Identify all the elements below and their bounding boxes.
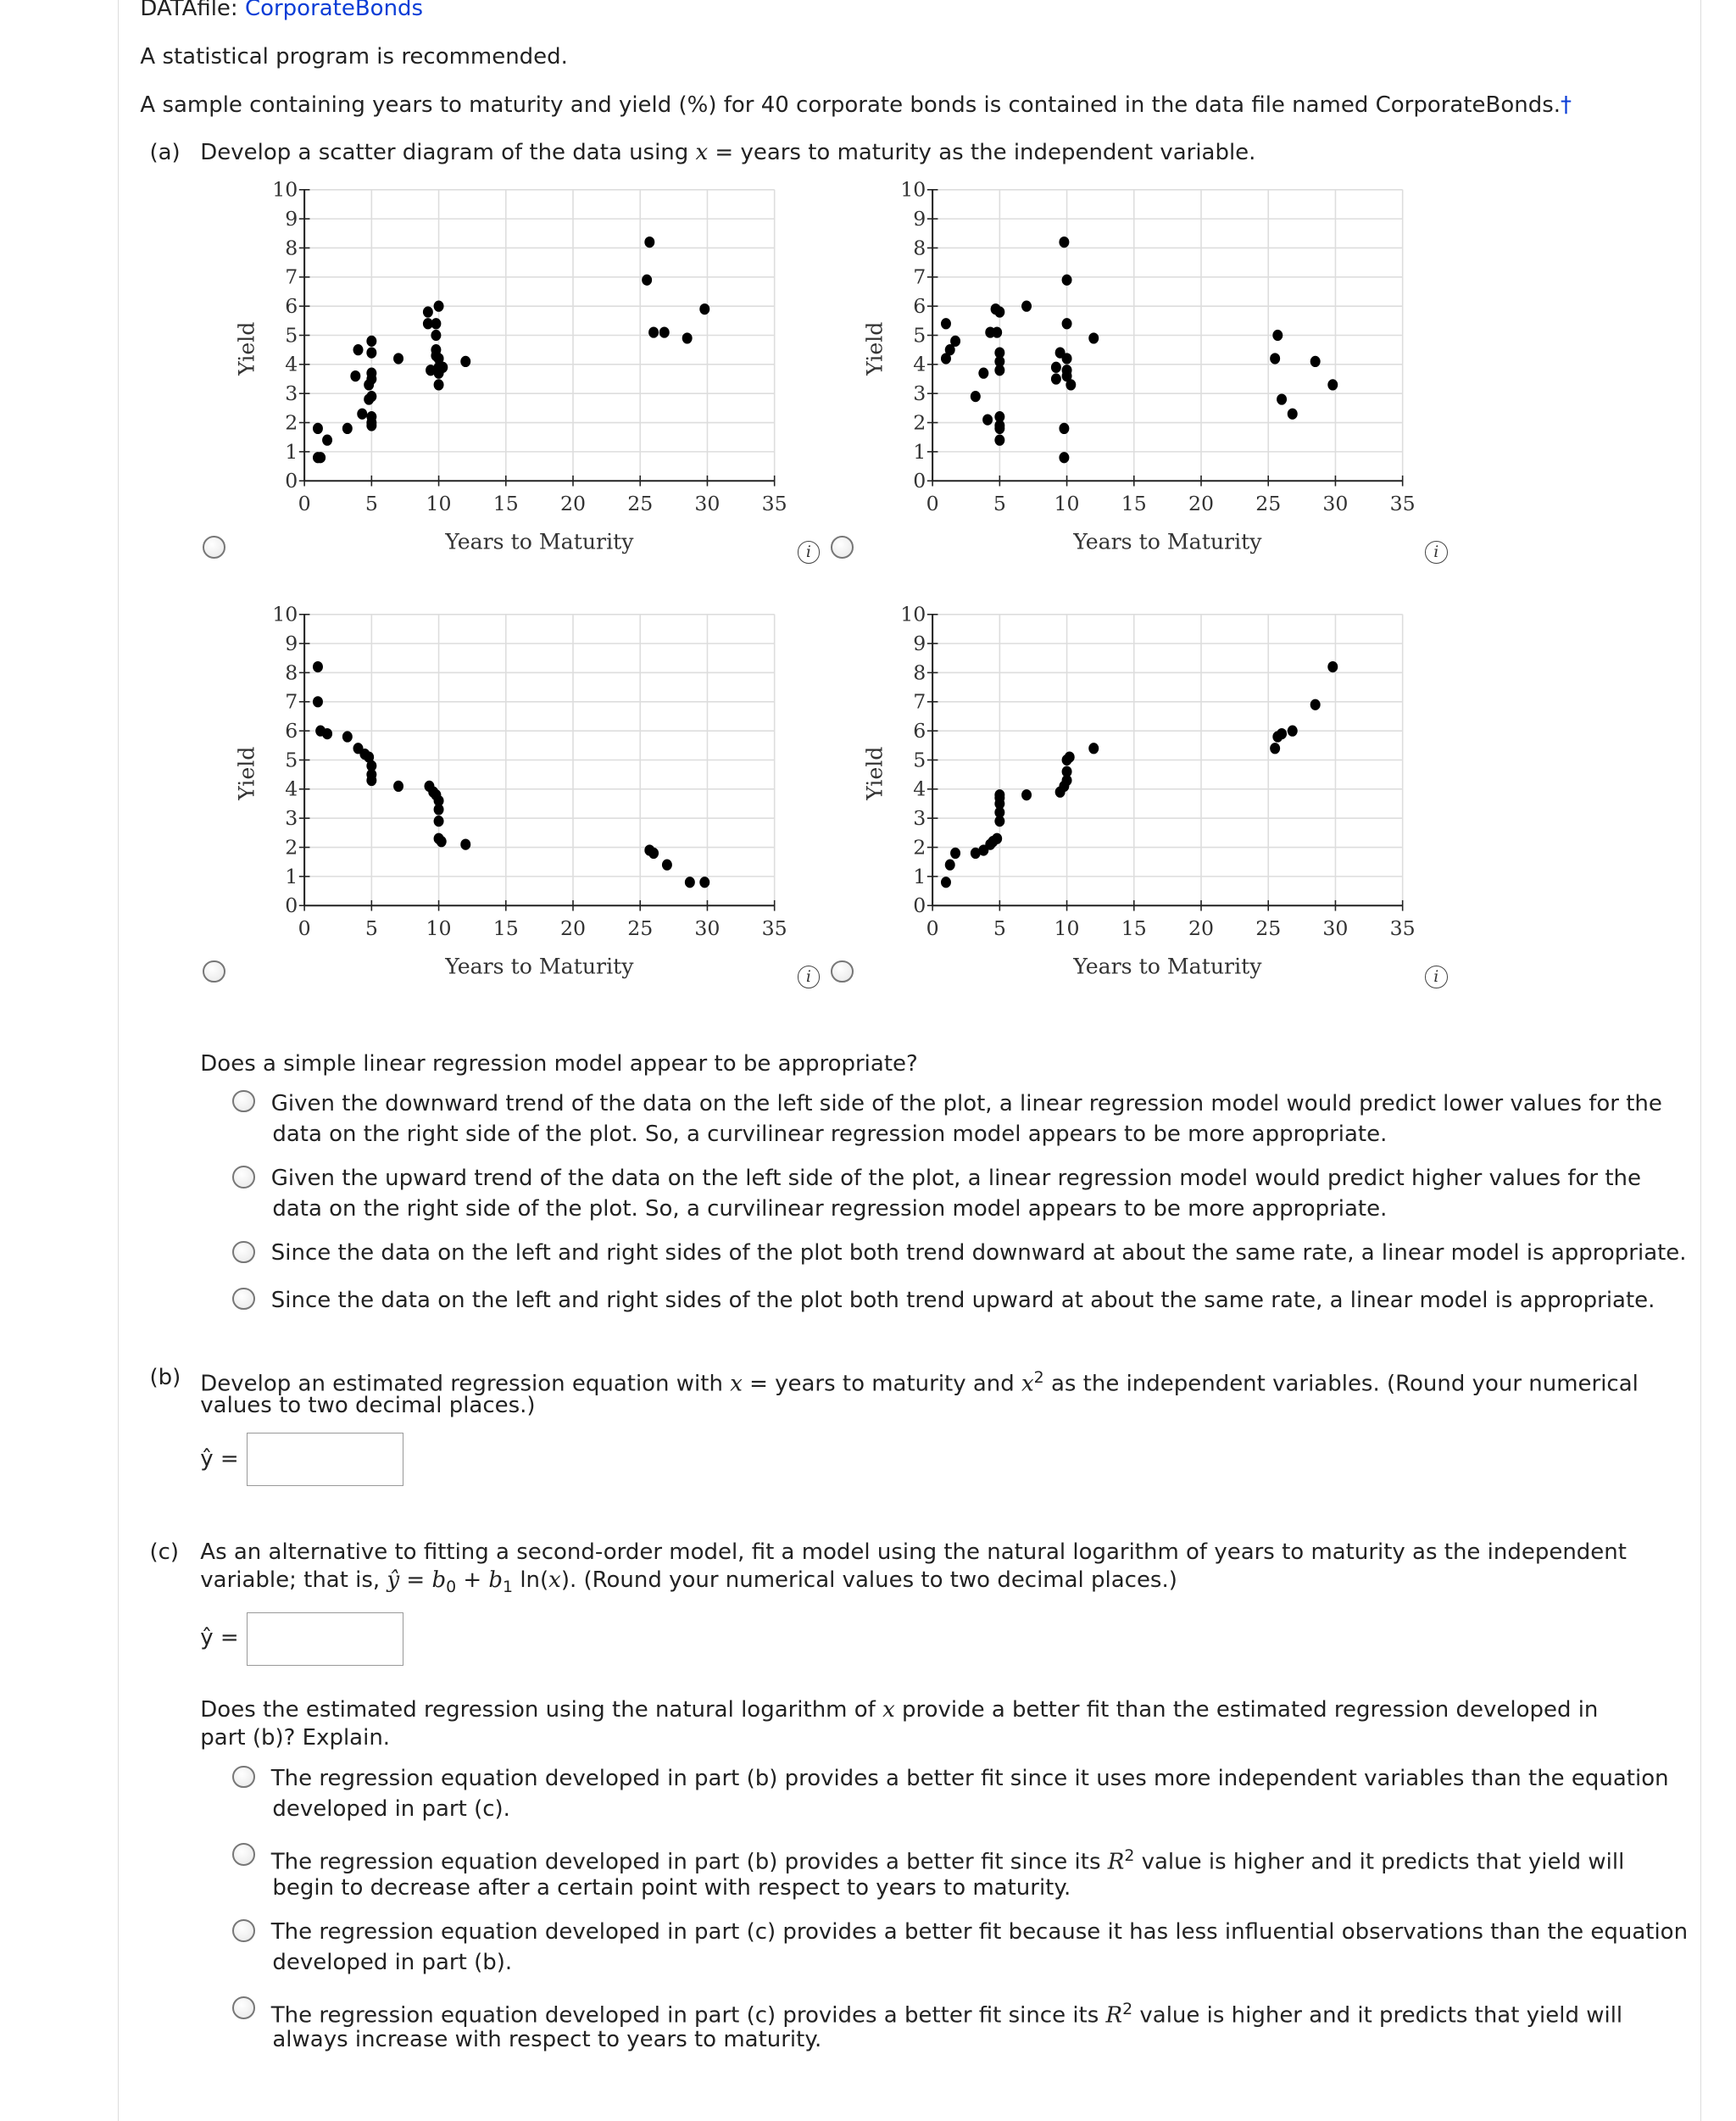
x-tick-label: 15 xyxy=(1121,916,1147,940)
sample-text xyxy=(140,90,1572,120)
x-tick-label: 15 xyxy=(492,491,519,515)
data-point xyxy=(1050,373,1060,384)
option-text: Since the data on the left and right sides of the plot both trend upward at about the same rate, a linear model is appropriate. xyxy=(270,1287,1655,1313)
y-tick-label: 6 xyxy=(912,718,926,743)
part-a-prompt xyxy=(200,137,1255,168)
text: The regression equation developed in part (c) provides a better fit because it has less influential observations than the equation xyxy=(270,1918,1689,1945)
text: value is higher and it predicts that yield will xyxy=(1132,2002,1623,2029)
subscript: 0 xyxy=(446,1578,457,1597)
data-point xyxy=(994,423,1004,434)
var-x: x xyxy=(548,1567,561,1594)
superscript: 2 xyxy=(1122,2000,1133,2019)
data-point xyxy=(431,330,441,341)
datafile-line xyxy=(140,0,423,24)
x-axis-label: Years to Maturity xyxy=(445,954,634,979)
option-text: Given the downward trend of the data on the left side of the plot, a linear regression model would predict lower values for the xyxy=(270,1090,1662,1116)
x-tick-label: 5 xyxy=(364,491,378,515)
data-point xyxy=(1059,423,1069,434)
info-icon[interactable]: i xyxy=(798,541,821,564)
option-text xyxy=(271,1763,1669,1794)
scatter-plot-option-3 xyxy=(214,592,801,993)
y-tick-label: 9 xyxy=(912,206,926,231)
y-tick-label: 4 xyxy=(912,352,926,376)
fit-option-3-radio[interactable] xyxy=(232,1919,255,1942)
x-tick-label: 10 xyxy=(1054,916,1080,940)
var-x: x xyxy=(882,1697,895,1723)
data-point xyxy=(1066,379,1076,390)
y-tick-label: 5 xyxy=(285,748,298,772)
data-point xyxy=(1270,743,1280,754)
fit-question xyxy=(200,1695,1598,1725)
y-tick-label: 9 xyxy=(285,206,298,231)
x-tick-label: 30 xyxy=(1321,916,1348,940)
data-point xyxy=(313,423,323,434)
data-point xyxy=(315,452,326,463)
data-point xyxy=(1061,353,1071,364)
data-point xyxy=(978,367,988,378)
data-point xyxy=(366,775,376,786)
data-point xyxy=(1061,318,1071,329)
text: value is higher and it predicts that yield will xyxy=(1134,1849,1625,1875)
data-point xyxy=(662,859,672,870)
part-b-prompt-line2: values to two decimal places.) xyxy=(200,1392,536,1418)
data-point xyxy=(1327,379,1338,390)
y-tick-label: 3 xyxy=(285,381,298,405)
y-axis-label: Yield xyxy=(234,321,259,376)
data-point xyxy=(434,379,444,390)
y-tick-label: 7 xyxy=(285,689,298,714)
x-tick-label: 30 xyxy=(1321,491,1348,515)
info-icon[interactable]: i xyxy=(1425,966,1448,988)
fit-option-4-radio[interactable] xyxy=(232,1996,255,2019)
y-tick-label: 3 xyxy=(912,381,926,405)
y-tick-label: 5 xyxy=(912,748,926,772)
data-point xyxy=(682,332,693,343)
text: The regression equation developed in part (b) provides a better fit since its xyxy=(270,1849,1108,1875)
data-point xyxy=(342,423,353,434)
data-point xyxy=(659,326,670,337)
text: Develop a scatter diagram of the data using xyxy=(200,140,696,166)
y-tick-label: 7 xyxy=(912,689,926,714)
x-tick-label: 35 xyxy=(1389,916,1416,940)
data-point xyxy=(437,836,447,847)
var-r: R xyxy=(1105,2002,1123,2029)
x-tick-label: 20 xyxy=(1188,491,1214,515)
text: provide a better fit than the estimated regression developed in xyxy=(894,1697,1599,1723)
yhat-label: ŷ = xyxy=(200,1446,239,1472)
data-point xyxy=(1088,743,1099,754)
option-text: begin to decrease after a certain point with respect to years to maturity. xyxy=(272,1874,1071,1901)
text: Develop an estimated regression equation with xyxy=(200,1371,731,1397)
data-point xyxy=(1287,409,1297,420)
x-tick-label: 35 xyxy=(761,491,787,515)
data-point xyxy=(437,362,448,373)
y-tick-label: 7 xyxy=(285,264,298,289)
text: ln( xyxy=(513,1567,549,1594)
y-tick-label: 0 xyxy=(285,469,298,493)
data-point xyxy=(1287,725,1297,736)
y-tick-label: 0 xyxy=(285,893,298,917)
option-text: developed in part (b). xyxy=(272,1949,513,1975)
data-point xyxy=(685,877,695,888)
var-x: x xyxy=(730,1371,743,1397)
y-tick-label: 6 xyxy=(285,718,298,743)
data-point xyxy=(940,318,950,329)
data-point xyxy=(1277,728,1287,739)
data-point xyxy=(1021,300,1032,311)
y-axis-label: Yield xyxy=(234,746,259,800)
data-point xyxy=(313,696,323,707)
data-point xyxy=(434,804,444,815)
x-tick-label: 20 xyxy=(560,491,587,515)
data-point xyxy=(366,336,376,347)
plot-option-2-radio[interactable] xyxy=(831,536,854,559)
x-tick-label: 0 xyxy=(926,916,939,940)
part-c-equation-input[interactable] xyxy=(247,1612,403,1666)
y-tick-label: 2 xyxy=(912,835,926,860)
x-tick-label: 25 xyxy=(1255,491,1281,515)
data-point xyxy=(366,420,376,431)
x-tick-label: 0 xyxy=(298,491,311,515)
y-tick-label: 9 xyxy=(285,631,298,655)
option-text: data on the right side of the plot. So, a curvilinear regression model appears to be more appropriate. xyxy=(272,1122,1388,1148)
linear-question: Does a simple linear regression model appear to be appropriate? xyxy=(200,1050,918,1077)
data-point xyxy=(1310,356,1320,367)
x-tick-label: 20 xyxy=(560,916,587,940)
data-point xyxy=(982,414,993,425)
data-point xyxy=(648,326,659,337)
scatter-plot-option-4 xyxy=(842,592,1429,993)
y-tick-label: 2 xyxy=(285,835,298,860)
fit-option-2-radio[interactable] xyxy=(232,1843,255,1866)
y-tick-label: 2 xyxy=(912,410,926,435)
data-point xyxy=(1059,452,1069,463)
data-point xyxy=(994,434,1004,445)
x-tick-label: 10 xyxy=(426,916,452,940)
x-axis-label: Years to Maturity xyxy=(1072,954,1262,979)
superscript: 2 xyxy=(1033,1367,1044,1387)
scatter-plot-option-1 xyxy=(214,167,801,568)
data-point xyxy=(644,237,654,248)
y-tick-label: 6 xyxy=(912,293,926,318)
data-point xyxy=(366,391,376,402)
yhat: ŷ xyxy=(387,1567,400,1594)
y-tick-label: 6 xyxy=(285,293,298,318)
fit-option-1-radio[interactable] xyxy=(232,1766,255,1789)
x-tick-label: 5 xyxy=(993,916,1006,940)
data-point xyxy=(357,409,367,420)
data-point xyxy=(950,336,960,347)
y-tick-label: 10 xyxy=(899,177,926,202)
x-tick-label: 10 xyxy=(426,491,452,515)
data-point xyxy=(940,877,950,888)
x-tick-label: 35 xyxy=(761,916,787,940)
plot-option-4-radio[interactable] xyxy=(831,960,854,983)
y-tick-label: 7 xyxy=(912,264,926,289)
part-b-label: (b) xyxy=(149,1364,181,1390)
data-point xyxy=(994,306,1004,317)
data-point xyxy=(648,848,659,859)
data-point xyxy=(322,434,332,445)
option-text xyxy=(271,1917,1688,1947)
data-point xyxy=(393,353,403,364)
x-tick-label: 15 xyxy=(1121,491,1147,515)
y-tick-label: 1 xyxy=(285,864,298,888)
data-point xyxy=(1310,699,1320,710)
y-tick-label: 1 xyxy=(912,439,926,464)
var-r: R xyxy=(1107,1849,1125,1875)
x-tick-label: 30 xyxy=(694,916,721,940)
y-tick-label: 10 xyxy=(272,177,298,202)
x-tick-label: 5 xyxy=(364,916,378,940)
x-tick-label: 25 xyxy=(627,916,654,940)
y-tick-label: 4 xyxy=(912,777,926,801)
data-point xyxy=(1061,275,1071,286)
footnote-dagger-link[interactable]: † xyxy=(1561,92,1572,118)
text: variable; that is, xyxy=(200,1567,387,1594)
plot-option-1-radio[interactable] xyxy=(203,536,225,559)
text: as the independent variables. (Round your numerical xyxy=(1043,1371,1639,1397)
y-axis-label: Yield xyxy=(861,746,887,800)
text: = years to maturity and xyxy=(742,1371,1022,1397)
part-c-prompt: As an alternative to fitting a second-order model, fit a model using the natural logarithm of years to maturity as the independent xyxy=(200,1539,1627,1566)
y-tick-label: 5 xyxy=(912,323,926,348)
data-point xyxy=(366,347,376,358)
y-tick-label: 2 xyxy=(285,410,298,435)
y-tick-label: 0 xyxy=(912,469,926,493)
data-point xyxy=(322,728,332,739)
y-tick-label: 8 xyxy=(285,660,298,685)
text: + xyxy=(456,1567,489,1594)
text: = xyxy=(399,1567,432,1594)
part-c-prompt-line2 xyxy=(200,1565,1177,1602)
data-point xyxy=(460,838,470,849)
x-tick-label: 25 xyxy=(1255,916,1281,940)
data-point xyxy=(944,859,954,870)
data-point xyxy=(431,318,441,329)
y-tick-label: 1 xyxy=(912,864,926,888)
data-point xyxy=(434,816,444,827)
x-tick-label: 15 xyxy=(492,916,519,940)
yhat-label: ŷ = xyxy=(200,1625,239,1651)
recommend-text: A statistical program is recommended. xyxy=(140,43,568,70)
data-point xyxy=(1327,661,1338,672)
y-tick-label: 8 xyxy=(912,236,926,260)
y-tick-label: 5 xyxy=(285,323,298,348)
data-point xyxy=(434,300,444,311)
y-tick-label: 4 xyxy=(285,352,298,376)
data-point xyxy=(970,391,980,402)
info-icon[interactable]: i xyxy=(798,966,821,988)
var-x: x xyxy=(1021,1371,1034,1397)
y-tick-label: 10 xyxy=(272,602,298,626)
x-tick-label: 30 xyxy=(694,491,721,515)
data-point xyxy=(1064,751,1074,762)
text: The regression equation developed in part (c) provides a better fit since its xyxy=(270,2002,1106,2029)
y-tick-label: 8 xyxy=(912,660,926,685)
linear-option-3-radio[interactable] xyxy=(232,1241,255,1264)
data-point xyxy=(992,326,1002,337)
data-point xyxy=(699,303,709,315)
sample-sentence: A sample containing years to maturity and yield (%) for 40 corporate bonds is contained in the data file named CorporateBonds. xyxy=(140,92,1561,118)
y-axis-label: Yield xyxy=(861,321,887,376)
data-point xyxy=(423,306,433,317)
x-tick-label: 0 xyxy=(298,916,311,940)
data-point xyxy=(426,365,436,376)
y-tick-label: 3 xyxy=(912,805,926,830)
text: The regression equation developed in part (b) provides a better fit since it uses more independent variables than the equation xyxy=(270,1765,1669,1791)
scatter-plot-option-2 xyxy=(842,167,1429,568)
data-point xyxy=(313,661,323,672)
x-axis-label: Years to Maturity xyxy=(1072,529,1262,554)
data-point xyxy=(1050,362,1060,373)
text: Does the estimated regression using the natural logarithm of xyxy=(200,1697,883,1723)
option-text: developed in part (c). xyxy=(272,1795,510,1822)
data-point xyxy=(699,877,709,888)
data-point xyxy=(353,344,364,355)
data-point xyxy=(1277,393,1287,404)
x-tick-label: 35 xyxy=(1389,491,1416,515)
linear-option-2-radio[interactable] xyxy=(232,1166,255,1189)
linear-option-4-radio[interactable] xyxy=(232,1288,255,1311)
option-text: Since the data on the left and right sides of the plot both trend downward at about the same rate, a linear model is appropriate. xyxy=(270,1240,1687,1266)
y-tick-label: 10 xyxy=(899,602,926,626)
superscript: 2 xyxy=(1124,1845,1135,1865)
option-text: Given the upward trend of the data on the left side of the plot, a linear regression model would predict higher values for the xyxy=(270,1166,1642,1192)
data-point xyxy=(342,731,353,742)
part-c-label: (c) xyxy=(149,1539,179,1566)
x-tick-label: 20 xyxy=(1188,916,1214,940)
data-point xyxy=(1061,766,1071,777)
y-tick-label: 1 xyxy=(285,439,298,464)
var-b: b xyxy=(431,1567,447,1594)
y-tick-label: 0 xyxy=(912,893,926,917)
option-text: data on the right side of the plot. So, a curvilinear regression model appears to be more appropriate. xyxy=(272,1196,1388,1222)
datafile-label: DATAfile: xyxy=(140,0,238,22)
data-point xyxy=(1272,330,1283,341)
data-point xyxy=(950,848,960,859)
var-b: b xyxy=(488,1567,504,1594)
x-tick-label: 5 xyxy=(993,491,1006,515)
data-point xyxy=(642,275,652,286)
data-point xyxy=(1021,789,1032,800)
data-point xyxy=(393,781,403,792)
data-point xyxy=(1088,332,1099,343)
info-icon[interactable]: i xyxy=(1425,541,1448,564)
part-a-label: (a) xyxy=(149,140,181,166)
data-point xyxy=(1270,353,1280,364)
var-x: x xyxy=(695,140,709,166)
y-tick-label: 8 xyxy=(285,236,298,260)
y-tick-label: 4 xyxy=(285,777,298,801)
fit-question-line2: part (b)? Explain. xyxy=(200,1725,391,1751)
option-text: always increase with respect to years to maturity. xyxy=(272,2027,822,2053)
data-point xyxy=(992,833,1002,844)
text: ). (Round your numerical values to two decimal places.) xyxy=(560,1567,1177,1594)
x-tick-label: 25 xyxy=(627,491,654,515)
datafile-link[interactable]: CorporateBonds xyxy=(244,0,424,22)
y-tick-label: 9 xyxy=(912,631,926,655)
x-tick-label: 0 xyxy=(926,491,939,515)
data-point xyxy=(1059,237,1069,248)
part-b-equation-input[interactable] xyxy=(247,1433,403,1486)
data-point xyxy=(366,373,376,384)
x-axis-label: Years to Maturity xyxy=(445,529,634,554)
subscript: 1 xyxy=(503,1578,514,1597)
data-point xyxy=(994,365,1004,376)
data-point xyxy=(994,789,1004,800)
x-tick-label: 10 xyxy=(1054,491,1080,515)
text: = years to maturity as the independent variable. xyxy=(708,140,1256,166)
data-point xyxy=(460,356,470,367)
y-tick-label: 3 xyxy=(285,805,298,830)
linear-option-1-radio[interactable] xyxy=(232,1090,255,1113)
data-point xyxy=(350,370,360,381)
